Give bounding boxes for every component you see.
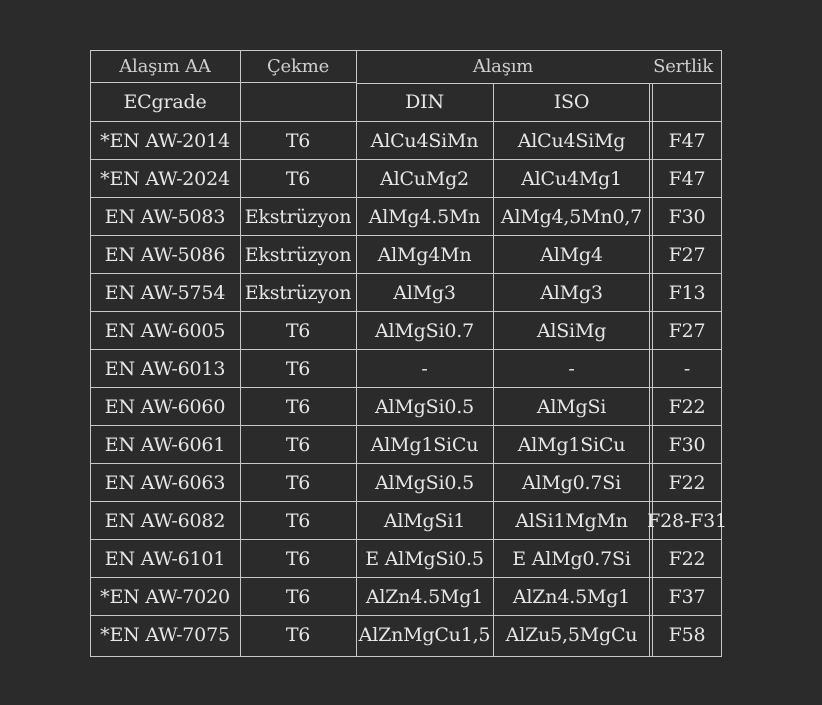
- cell-sertlik: F30: [668, 434, 706, 456]
- cell-iso: AlMg1SiCu: [517, 434, 626, 456]
- cell-aa: EN AW-6101: [104, 548, 226, 570]
- table-row: [90, 426, 722, 464]
- cell-cekme: T6: [285, 320, 311, 342]
- cell-cekme: Ekstrüzyon: [244, 244, 352, 266]
- cell-aa: EN AW-5754: [104, 282, 226, 304]
- cell-sertlik: F22: [668, 472, 706, 494]
- cell-aa: EN AW-6005: [104, 320, 226, 342]
- cell-sertlik: F28-F31: [647, 510, 727, 532]
- alloy-table: [90, 50, 727, 657]
- cell-cekme: T6: [285, 472, 311, 494]
- cell-sertlik: F22: [668, 548, 706, 570]
- cell-iso: AlCu4Mg1: [521, 168, 622, 190]
- cell-cekme: Ekstrüzyon: [244, 282, 352, 304]
- cell-cekme: T6: [285, 586, 311, 608]
- header-din: DIN: [405, 91, 444, 113]
- cell-din: AlZnMgCu1,5: [358, 624, 491, 646]
- cell-din: AlMgSi0.5: [375, 396, 474, 418]
- table-row: [90, 122, 722, 160]
- cell-cekme: T6: [285, 168, 311, 190]
- cell-aa: EN AW-5083: [104, 206, 226, 228]
- cell-cekme: T6: [285, 624, 311, 646]
- cell-aa: EN AW-5086: [104, 244, 226, 266]
- header-alasim: Alaşım: [472, 55, 534, 77]
- table-row: [90, 388, 722, 426]
- table-row: [90, 312, 722, 350]
- cell-cekme: T6: [285, 434, 311, 456]
- cell-aa: *EN AW-7075: [100, 624, 230, 646]
- cell-din: AlCu4SiMn: [370, 130, 479, 152]
- cell-iso: -: [568, 358, 575, 380]
- cell-din: AlMg1SiCu: [370, 434, 479, 456]
- cell-sertlik: F30: [668, 206, 706, 228]
- table-row: [90, 198, 722, 236]
- cell-cekme: Ekstrüzyon: [244, 206, 352, 228]
- cell-iso: AlMgSi: [536, 396, 607, 418]
- table-row: [90, 350, 722, 388]
- header-sertlik: Sertlik: [653, 55, 713, 77]
- cell-din: E AlMgSi0.5: [365, 548, 484, 570]
- cell-sertlik: F22: [668, 396, 706, 418]
- table-row: [90, 616, 722, 654]
- cell-aa: *EN AW-2014: [100, 130, 230, 152]
- cell-sertlik: F13: [668, 282, 706, 304]
- cell-din: AlMgSi0.5: [375, 472, 474, 494]
- cell-iso: AlMg4: [540, 244, 603, 266]
- cell-aa: EN AW-6063: [104, 472, 226, 494]
- cell-cekme: T6: [285, 548, 311, 570]
- header-iso: ISO: [553, 91, 590, 113]
- cell-aa: EN AW-6060: [104, 396, 226, 418]
- cell-cekme: T6: [285, 130, 311, 152]
- cell-aa: EN AW-6082: [104, 510, 226, 532]
- cell-iso: AlZu5,5MgCu: [505, 624, 638, 646]
- table-body: [90, 50, 727, 657]
- table-row: [90, 540, 722, 578]
- table-row: [90, 160, 722, 198]
- header-ecgrade: ECgrade: [123, 91, 207, 113]
- cell-cekme: T6: [285, 358, 311, 380]
- cell-sertlik: F27: [668, 244, 706, 266]
- cell-sertlik: F58: [668, 624, 706, 646]
- cell-din: AlMg4.5Mn: [368, 206, 481, 228]
- cell-sertlik: F27: [668, 320, 706, 342]
- cell-din: AlMg3: [393, 282, 456, 304]
- cell-iso: AlCu4SiMg: [517, 130, 626, 152]
- cell-sertlik: F47: [668, 168, 706, 190]
- cell-din: AlCuMg2: [380, 168, 469, 190]
- cell-iso: AlSiMg: [536, 320, 607, 342]
- cell-din: AlMg4Mn: [377, 244, 472, 266]
- cell-din: AlMgSi0.7: [375, 320, 474, 342]
- cell-cekme: T6: [285, 510, 311, 532]
- cell-iso: AlMg4,5Mn0,7: [500, 206, 643, 228]
- cell-iso: AlMg3: [540, 282, 603, 304]
- cell-iso: AlMg0.7Si: [522, 472, 621, 494]
- cell-aa: *EN AW-2024: [100, 168, 230, 190]
- table-row: [90, 464, 722, 502]
- table-row: [90, 578, 722, 616]
- cell-aa: EN AW-6061: [104, 434, 226, 456]
- table-row: [90, 236, 722, 274]
- cell-iso: AlSi1MgMn: [515, 510, 628, 532]
- cell-aa: *EN AW-7020: [100, 586, 230, 608]
- cell-sertlik: -: [683, 358, 691, 380]
- cell-sertlik: F47: [668, 130, 706, 152]
- cell-din: AlZn4.5Mg1: [365, 586, 484, 608]
- cell-cekme: T6: [285, 396, 311, 418]
- table-row: [90, 274, 722, 312]
- header-cekme: Çekme: [266, 55, 330, 77]
- header-alloy-aa: Alaşım AA: [119, 55, 211, 77]
- cell-din: AlMgSi1: [383, 510, 466, 532]
- cell-sertlik: F37: [668, 586, 706, 608]
- cell-iso: AlZn4.5Mg1: [512, 586, 631, 608]
- cell-din: -: [421, 358, 428, 380]
- cell-iso: E AlMg0.7Si: [512, 548, 631, 570]
- cell-aa: EN AW-6013: [104, 358, 226, 380]
- table-row: [90, 502, 727, 540]
